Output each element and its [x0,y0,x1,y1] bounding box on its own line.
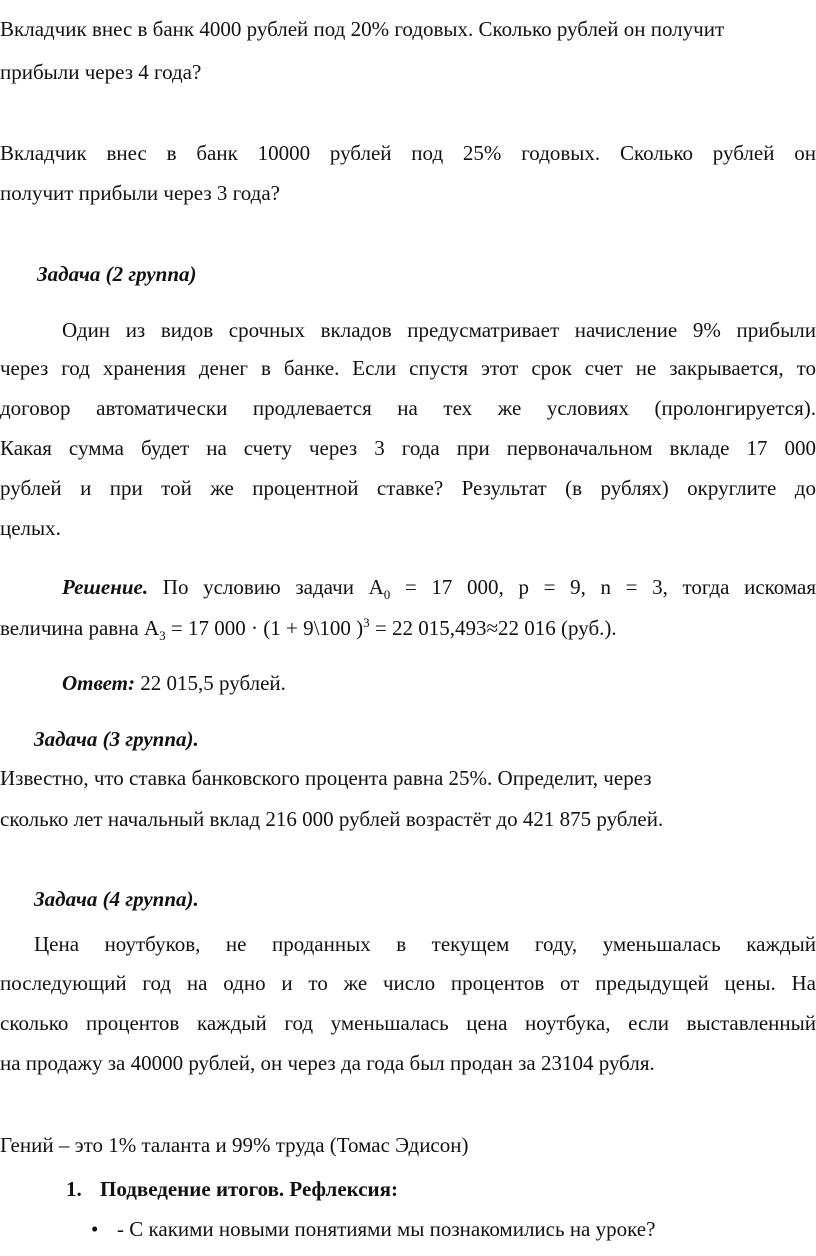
summary-question-text: - С какими новыми понятиями мы познакомились на уроке? [117,1217,656,1241]
group4-line: сколько процентов каждый год уменьшалась цена ноутбука, если выставленный [0,1011,816,1035]
summary-number: 1. [66,1177,82,1201]
group3-line: Известно, что ставка банковского процента равна 25%. Определит, через [0,766,652,790]
group2-line: целых. [0,516,61,540]
task2-line1: Вкладчик внес в банк 10000 рублей под 25% годовых. Сколько рублей он [0,141,816,165]
summary-title: Подведение итогов. Рефлексия: [100,1177,399,1201]
group2-line: договор автоматически продлевается на тех же условиях (пролонгируется). [0,396,816,420]
group4-line: последующий год на одно и то же число процентов от предыдущей цены. На [0,971,816,995]
group2-line: Один из видов срочных вкладов предусматривает начисление 9% прибыли [62,318,816,342]
group2-line: рублей и при той же процентной ставке? Результат (в рублях) округлите до [0,476,816,500]
quote: Гений – это 1% таланта и 99% труда (Томас Эдисон) [0,1133,469,1157]
group2-line: Какая сумма будет на счету через 3 года при первоначальном вкладе 17 000 [0,436,816,460]
task2-line2: получит прибыли через 3 года? [0,181,280,205]
group2-heading: Задача (2 группа) [37,262,197,286]
answer-label: Ответ: [62,671,135,695]
answer-line [62,673,286,694]
answer-value: 22 015,5 рублей. [140,671,286,695]
task1-line2: прибыли через 4 года? [0,60,202,84]
group4-line: на продажу за 40000 рублей, он через да года был продан за 23104 рубля. [0,1051,655,1075]
group3-line: сколько лет начальный вклад 216 000 рублей возрастёт до 421 875 рублей. [0,807,664,831]
group4-heading: Задача (4 группа). [34,887,199,911]
task1-line1: Вкладчик внес в банк 4000 рублей под 20% годовых. Сколько рублей он получит [0,17,725,41]
group4-line: Цена ноутбуков, не проданных в текущем году, уменьшалась каждый [34,932,816,956]
group2-line: через год хранения денег в банке. Если спустя этот срок счет не закрывается, то [0,356,816,380]
bullet-icon: • [91,1217,99,1241]
solution-line1: Решение. По условию задачи $А_0 = 17$ 000, р = 9, n = 3, тогда искомая [62,575,816,603]
solution-line2: величина равна $А_3 = 17$ 000 · (1 + 9\100 )$^3$ = 22 015,493≈22 016 (руб.). [0,615,617,644]
group3-heading: Задача (3 группа). [34,727,199,751]
solution-label: Решение. [62,575,149,599]
